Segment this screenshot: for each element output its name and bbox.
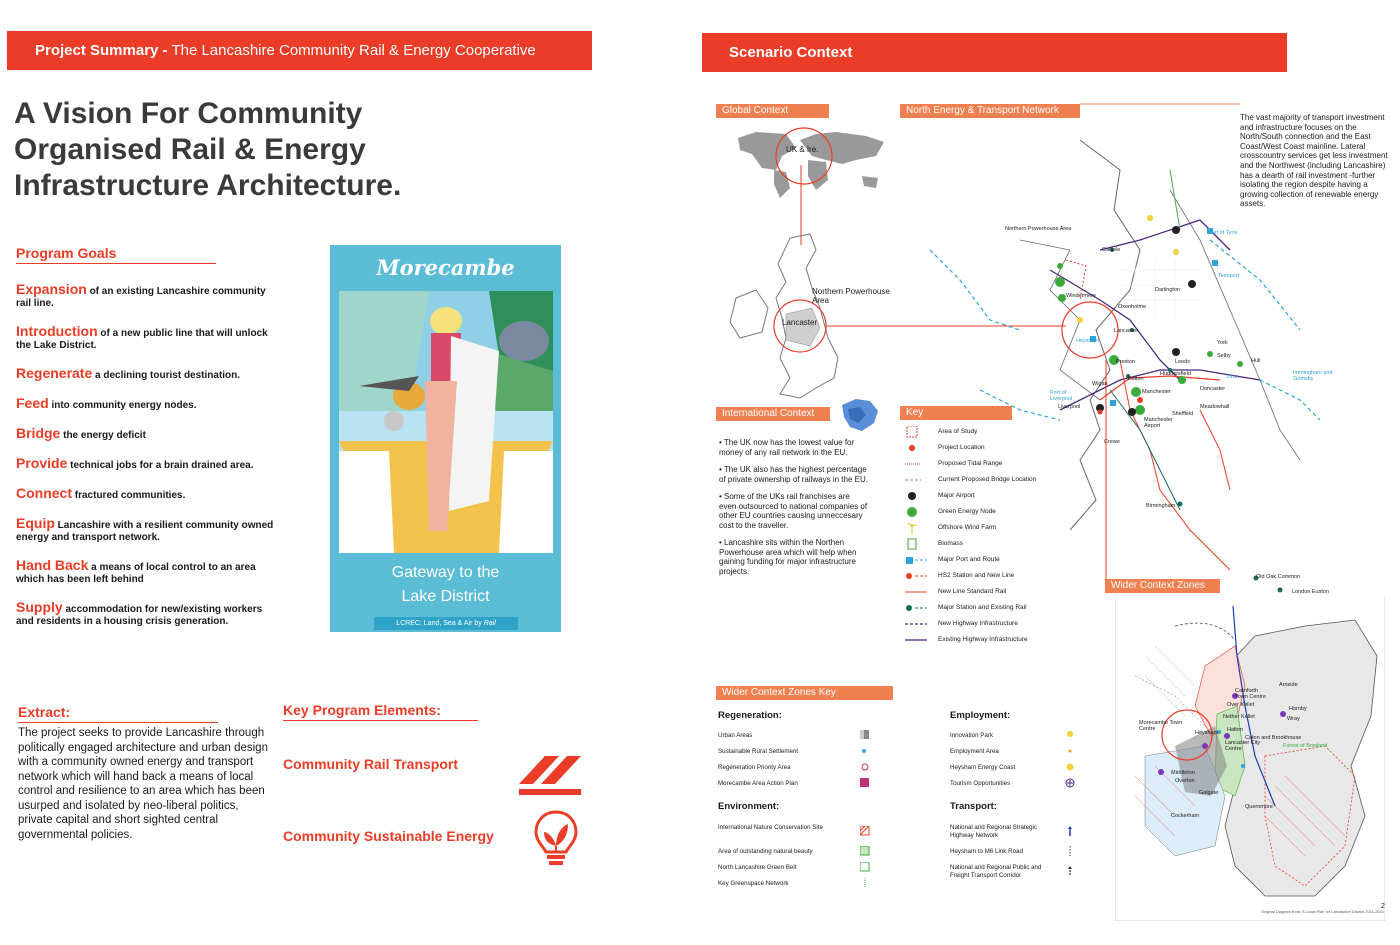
key-row (903, 602, 1103, 614)
goal-keyword: Connect (16, 485, 72, 501)
key-item-text: Heysham to M6 Link Road (950, 848, 1023, 855)
map-label: Manchester (1142, 389, 1171, 395)
tidal-range-icon (905, 458, 927, 470)
map-label: Caton and Brookhouse (1245, 735, 1302, 741)
map-label: Northern Powerhouse Area (1005, 226, 1072, 232)
innovation-park-icon (1065, 730, 1075, 740)
goal-text: into community energy nodes. (48, 400, 197, 411)
key-row (903, 586, 1103, 598)
goal-keyword: Regenerate (16, 365, 93, 381)
map-label: Bolton (1128, 376, 1144, 382)
greenspace-network-icon (860, 878, 870, 888)
key-label-text: Green Energy Node (938, 508, 996, 515)
eu-map-icon (836, 395, 882, 435)
project-summary-banner (7, 31, 592, 70)
map-label: Drax (1227, 374, 1239, 380)
map-label: Old Oak Common (1256, 574, 1301, 580)
intl-point: • Some of the UKs rail franchises are even outsourced to national companies of other EU countries causing unneccesary cost to the traveller. (719, 492, 868, 530)
goal-item (16, 367, 276, 382)
goal-keyword: Feed (16, 395, 49, 411)
wind-farm-icon (905, 522, 927, 534)
map-label: Halton (1227, 727, 1243, 733)
map-label: Manchester Airport (1144, 417, 1173, 429)
goal-keyword: Introduction (16, 323, 98, 339)
map-label: Preston (1116, 359, 1135, 365)
international-context-label: International Context (716, 407, 830, 421)
rural-settlement-icon (860, 746, 870, 756)
map-label: Doncaster (1200, 386, 1226, 392)
map-label: Hornby (1289, 706, 1307, 712)
aonb-icon (860, 846, 870, 856)
intl-point: • The UK also has the highest percentage of private ownership of railways in the EU. (719, 465, 868, 484)
goal-item (16, 487, 276, 502)
map-label: Quernmore (1245, 804, 1273, 810)
map-label: Arnside (1279, 682, 1298, 688)
map-label: York (1217, 340, 1228, 346)
key-label-text: Major Airport (938, 492, 975, 499)
map-label: Liverpool (1058, 404, 1081, 410)
kpe-sustainable-energy: Community Sustainable Energy (283, 828, 494, 844)
urban-areas-icon (860, 730, 870, 740)
goal-item (16, 457, 276, 472)
transport-title: Transport: (950, 801, 997, 812)
goal-text: technical jobs for a brain drained area. (67, 460, 254, 471)
goal-keyword: Bridge (16, 425, 61, 441)
map-label: Windermere (1066, 293, 1096, 299)
international-context-text (719, 438, 869, 584)
project-summary-title: The Lancashire Community Rail & Energy Cooperative (167, 42, 536, 59)
key-label-text: Major Station and Existing Rail (938, 604, 1027, 611)
map-label: Forest of Bowland (1283, 743, 1328, 749)
key-item-text: North Lancashire Green Belt (718, 864, 797, 871)
poster-gateway-line: Gateway to the (391, 564, 500, 581)
map-label: Huddersfield (1160, 371, 1191, 377)
key-row (903, 538, 1103, 550)
map-label: London Euston (1292, 589, 1330, 595)
key-row (903, 570, 1103, 582)
kpe-rail-transport: Community Rail Transport (283, 756, 459, 772)
rail-logo-icon (519, 756, 583, 798)
poster-footer (374, 617, 518, 630)
vision-line: Infrastructure Architecture. (14, 169, 402, 202)
poster-title: Morecambe (376, 255, 515, 280)
map-label: Teesport (1218, 273, 1240, 279)
key-item-text: Employment Area (950, 748, 999, 755)
map-label: Wigan (1092, 381, 1108, 387)
key-label-text: Biomass (938, 540, 963, 547)
bridge-location-icon (905, 474, 927, 486)
extract-title: Extract: (18, 704, 218, 723)
northern-powerhouse-label: Northern Powerhouse Area (812, 287, 890, 305)
poster-footer-text: LCREC: Land, Sea & Air by (396, 620, 484, 627)
key-item-text: Heysham Energy Coast (950, 764, 1016, 771)
map-label: Heysham (1195, 730, 1219, 736)
goal-text: the energy deficit (60, 430, 146, 441)
key-label-text: Project Location (938, 444, 985, 451)
goal-text: accommodation for new/existing workers and residents in a housing crisis generation. (16, 604, 263, 627)
extract-text: The project seeks to provide Lancashire through politically engaged architecture and urban design with a community owned energy and transport network which will hand back a means of local control and resilience to an area which has been usurped and isolated by neo-liberal politics, private capital and short sighted central governmental policies. (18, 727, 268, 841)
project-location-icon (905, 442, 927, 454)
goal-item (16, 601, 276, 628)
existing-rail-icon (905, 602, 927, 614)
map-label: Lancaster City Centre (1225, 740, 1261, 752)
link-road-icon (1065, 846, 1075, 856)
key-item-text: Innovation Park (950, 732, 993, 739)
environment-title: Environment: (718, 801, 780, 812)
key-item-text: Key Greenspace Network (718, 880, 789, 887)
new-rail-line-icon (905, 586, 927, 598)
key-row (903, 426, 1103, 438)
map-label: Darlington (1155, 287, 1181, 293)
map-label: Middleton (1171, 770, 1195, 776)
map-label: Meadowhall (1200, 404, 1230, 410)
goal-item (16, 559, 276, 586)
new-highway-icon (905, 618, 927, 630)
key-label-text: Major Port and Route (938, 556, 1000, 563)
poster-illustration (339, 291, 553, 553)
goal-text: a declining tourist destination. (92, 370, 241, 381)
wider-context-zones-label: Wider Context Zones (1105, 579, 1220, 593)
goal-item (16, 397, 276, 412)
strategic-highway-icon (1065, 826, 1075, 836)
key-row (903, 458, 1103, 470)
program-goals-title: Program Goals (16, 245, 216, 264)
map-label: Crewe (1104, 439, 1120, 445)
vision-line: A Vision For Community (14, 97, 363, 130)
goal-text: Lancashire with a resilient community owned energy and transport network. (16, 520, 274, 543)
area-of-study-icon (905, 426, 927, 438)
map-label: Wray (1287, 716, 1300, 722)
lancaster-label: Lancaster (782, 318, 818, 327)
regeneration-priority-icon (860, 762, 870, 772)
green-energy-node-icon (905, 506, 927, 518)
key-label-text: Proposed Tidal Range (938, 460, 1003, 467)
map-label: Nether Kellet (1223, 714, 1255, 720)
key-item-text: International Nature Conservation Site (718, 824, 823, 831)
goal-item (16, 517, 276, 544)
green-belt-icon (860, 862, 870, 872)
nature-conservation-icon (860, 826, 870, 836)
wider-zones-place-labels (1115, 596, 1385, 921)
map-label: Carnforth Town Centre (1235, 688, 1266, 700)
global-context-label: Global Context (716, 104, 829, 118)
key-item-text: Sustainable Rural Settlement (718, 748, 799, 755)
employment-area-icon (1065, 746, 1075, 756)
project-summary-label: Project Summary - (35, 42, 168, 59)
key-label-text: Current Proposed Bridge Location (938, 476, 1037, 483)
connector-line (1104, 360, 1108, 580)
port-icon (905, 554, 927, 566)
map-label: Selby (1217, 353, 1231, 359)
map-label: Cockerham (1171, 813, 1200, 819)
key-item-text: Tourism Opportunities (950, 780, 1011, 787)
map-label: Lancaster (1114, 328, 1139, 334)
key-item-text: Regeneration Priority Area (718, 764, 791, 771)
key-row (903, 554, 1103, 566)
poster-gateway (330, 561, 561, 609)
page-number: 2 (1381, 903, 1385, 910)
map-label: Morecambe Town Centre (1139, 720, 1183, 732)
map-label: Carlisle (1102, 247, 1121, 253)
wider-zones-key-label: Wider Context Zones Key (716, 686, 893, 700)
uk-ire-label: UK & Ire. (786, 145, 819, 154)
key-program-elements-title: Key Program Elements: (283, 702, 478, 721)
map-label: Leeds (1175, 359, 1190, 365)
poster-gateway-line: Lake District (401, 588, 490, 605)
map-source-note: Original Diagram from: A Local Plan for Lancashire District 2011-2031 (1261, 909, 1385, 914)
vision-heading (14, 96, 444, 204)
airport-icon (905, 490, 927, 502)
map-label: Port of Tyne (1208, 230, 1238, 236)
goal-text: of an existing Lancashire community rail line. (16, 286, 266, 309)
key-row (903, 634, 1103, 646)
map-label: Port of Liverpool (1050, 390, 1073, 402)
key-item-text: Area of outstanding natural beauty (718, 848, 813, 855)
map-label: Immingham and Grimsby (1293, 370, 1333, 382)
north-network-label: North Energy & Transport Network (900, 104, 1080, 118)
poster-footer-em: Rail (483, 620, 496, 627)
key-row (903, 522, 1103, 534)
north-network-description: The vast majority of transport investment and infrastructure focuses on the North/South connection and the East Coast/West Coast mainline. Lateral crosscountry services get less investment and the Northwest (including Lancashire) has a dearth of rail investment -further isolating the region despite having a growing collection of renewable energy assets. (1240, 113, 1388, 209)
key-item-text: Urban Areas (718, 732, 753, 739)
action-plan-icon (860, 778, 870, 788)
key-label-text: New Line Standard Rail (938, 588, 1007, 595)
key-row (903, 490, 1103, 502)
goal-text: fractured communities. (72, 490, 186, 501)
key-row (903, 474, 1103, 486)
map-label: Sheffield (1172, 411, 1194, 417)
intl-point: • Lancashire sits within the Northen Powerhouse area which will help when gaining funding for major infrastructure projects. (719, 538, 857, 576)
goal-item (16, 283, 276, 310)
key-label-text: Area of Study (938, 428, 978, 435)
goal-item (16, 325, 276, 352)
key-label-text: Existing Highway Infrastructure (938, 636, 1028, 643)
intl-point: • The UK now has the lowest value for money of any rail network in the EU. (719, 438, 855, 457)
key-item-text: National and Regional Public and Freight Transport Corridor (950, 864, 1042, 879)
lightbulb-leaf-icon (534, 810, 578, 870)
existing-highway-icon (905, 634, 927, 646)
goal-keyword: Provide (16, 455, 68, 471)
goal-text: of a new public line that will unlock the Lake District. (16, 328, 268, 351)
key-row (903, 442, 1103, 454)
hs2-station-icon (905, 570, 927, 582)
goal-item (16, 427, 276, 442)
scenario-context-banner: Scenario Context (702, 33, 1287, 72)
map-label: Heysham (1076, 338, 1100, 344)
employment-title: Employment: (950, 710, 1011, 721)
goal-keyword: Equip (16, 515, 55, 531)
map-label: Oxenholme (1118, 304, 1147, 310)
goal-keyword: Expansion (16, 281, 87, 297)
freight-corridor-icon (1065, 866, 1075, 876)
key-label: Key (900, 406, 1012, 420)
map-label: Overton (1175, 778, 1195, 784)
map-label: Hull (1251, 358, 1261, 364)
goal-keyword: Supply (16, 599, 63, 615)
world-map (716, 120, 896, 200)
key-label-text: New Highway Infrastructure (938, 620, 1018, 627)
biomass-icon (905, 538, 927, 550)
energy-coast-icon (1065, 762, 1075, 772)
key-row (903, 506, 1103, 518)
key-item-text: Morecambe Area Action Plan (718, 780, 798, 787)
tourism-icon (1065, 778, 1075, 788)
morecambe-poster (330, 245, 561, 632)
map-label: Birmingham (1146, 503, 1176, 509)
vision-line: Organised Rail & Energy (14, 133, 366, 166)
key-label-text: HS2 Station and New Line (938, 572, 1015, 579)
key-row (903, 618, 1103, 630)
key-item-text: National and Regional Strategic Highway Network (950, 824, 1038, 839)
map-label: Over Kellet (1227, 702, 1255, 708)
map-label: Galgate (1199, 790, 1219, 796)
goal-text: a means of local control to an area which has been left behind (16, 562, 256, 585)
key-label-text: Offshore Wind Farm (938, 524, 997, 531)
tab-rule (1080, 103, 1240, 107)
goal-keyword: Hand Back (16, 557, 89, 573)
regeneration-title: Regeneration: (718, 710, 782, 721)
